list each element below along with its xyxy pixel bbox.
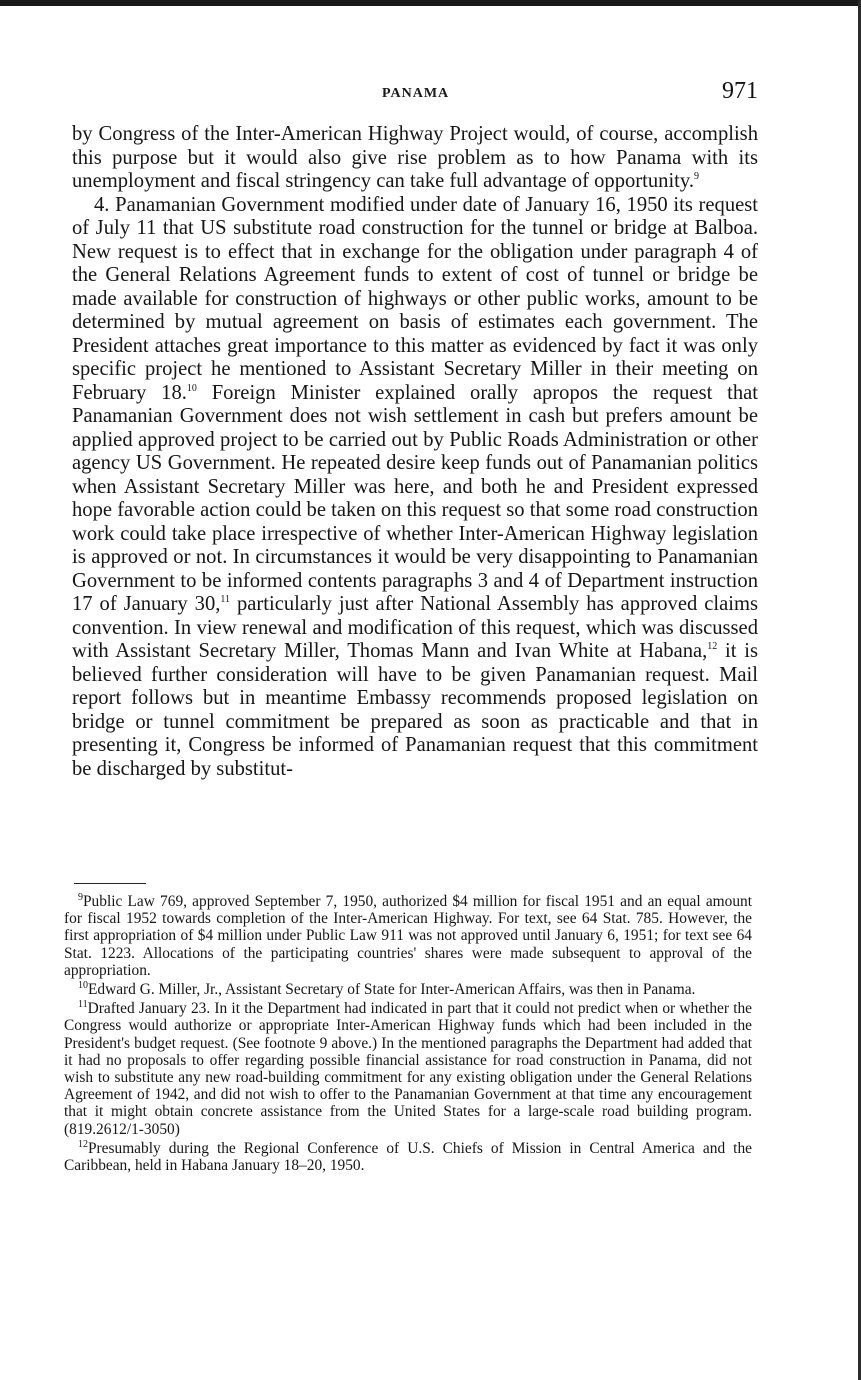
footnote-ref: 12: [707, 641, 718, 653]
body-text: [72, 123, 758, 781]
footnote-number: 11: [78, 999, 88, 1011]
footnote-text: Drafted January 23. In it the Department had indicated in part that it could not predict when or whether the Congress would authorize or appropriate Inter-American Highway funds which had been included in the President's budget request. (See footnote 9 above.) In the mentioned paragraphs the Department had added that it had no proposals to offer regarding possible financial assistance for road construction in Panama, did not wish to substitute any new road-building commitment for any existing obligation under the General Relations Agreement of 1942, and did not wish to offer to the Panamanian Government at that time any encouragement that it might obtain concrete assistance from the United States for a large-scale road building program. (819.2612/1-3050): [64, 1000, 752, 1138]
paragraph-text: particularly just after National Assembly has approved claims convention. In view renewal and modification of this request, which was discussed with Assistant Secretary Miller, Thomas Mann and Ivan White at Habana,: [72, 593, 758, 662]
footnote-12: [64, 1140, 752, 1174]
paragraph-continued: [72, 123, 758, 194]
paragraph-text: it is believed further consideration will have to be given Panamanian request. Mail report follows but in meantime Embassy recommends proposed legislation on bridge or tunnel commitment be prepared as soon as practicable and that in presenting it, Congress be informed of Panamanian request that this commitment be discharged by substitut-: [72, 640, 758, 780]
page-number: 971: [722, 78, 758, 104]
footnote-ref: 11: [220, 594, 231, 606]
footnote-ref: 10: [186, 382, 197, 394]
footnote-ref: 9: [694, 171, 700, 183]
footnote-divider: [74, 883, 146, 884]
footnote-text: Presumably during the Regional Conference of U.S. Chiefs of Mission in Central America and the Caribbean, held in Habana January 18–20, 1950.: [64, 1139, 752, 1175]
running-head: PANAMA: [382, 86, 450, 101]
paragraph-4: [72, 194, 758, 782]
footnote-10: [64, 981, 752, 998]
footnote-number: 9: [78, 891, 83, 903]
footnote-text: Edward G. Miller, Jr., Assistant Secretary of State for Inter-American Affairs, was then in Panama.: [88, 981, 696, 999]
top-edge-rule: [0, 0, 861, 6]
paragraph-text: by Congress of the Inter-American Highway Project would, of course, accomplish this purpose but it would also give rise problem as to how Panama with its unemployment and fiscal stringency can take full advantage of opportunity.: [72, 123, 758, 192]
paragraph-text: Foreign Minister explained orally apropos the request that Panamanian Government does not wish settlement in cash but prefers amount be applied approved project to be carried out by Public Roads Administration or other agency US Government. He repeated desire keep funds out of Panamanian politics when Assistant Secretary Miller was here, and both he and President expressed hope favorable action could be taken on this request so that some road construction work could take place irrespective of whether Inter-American Highway legislation is approved or not. In circumstances it would be very disappointing to Panamanian Government to be informed contents paragraphs 3 and 4 of Department instruction 17 of January 30,: [72, 381, 758, 615]
paragraph-text: 4. Panamanian Government modified under date of January 16, 1950 its request of July 11 that US substitute road construction for the tunnel or bridge at Balboa. New request is to effect that in exchange for the obligation under paragraph 4 of the General Relations Agreement funds to extent of cost of tunnel or bridge be made available for construction of highways or other public works, amount to be determined by mutual agreement on basis of estimates each government. The President attaches great importance to this matter as evidenced by fact it was only specific project he mentioned to Assistant Secretary Miller in their meeting on February 18.: [72, 193, 758, 404]
footnote-text: Public Law 769, approved September 7, 1950, authorized $4 million for fiscal 1951 and an equal amount for fiscal 1952 towards completion of the Inter-American Highway. For text, see 64 Stat. 785. However, the first appropriation of $4 million under Public Law 911 was not approved until January 6, 1951; for text see 64 Stat. 1223. Allocations of the participating countries' shares were made subsequent to approval of the appropriation.: [64, 893, 752, 979]
page-header: [72, 78, 758, 110]
footnote-number: 12: [78, 1138, 88, 1150]
footnote-11: [64, 1000, 752, 1138]
footnotes: [64, 893, 752, 1176]
footnote-9: [64, 893, 752, 979]
footnote-number: 10: [78, 979, 88, 991]
